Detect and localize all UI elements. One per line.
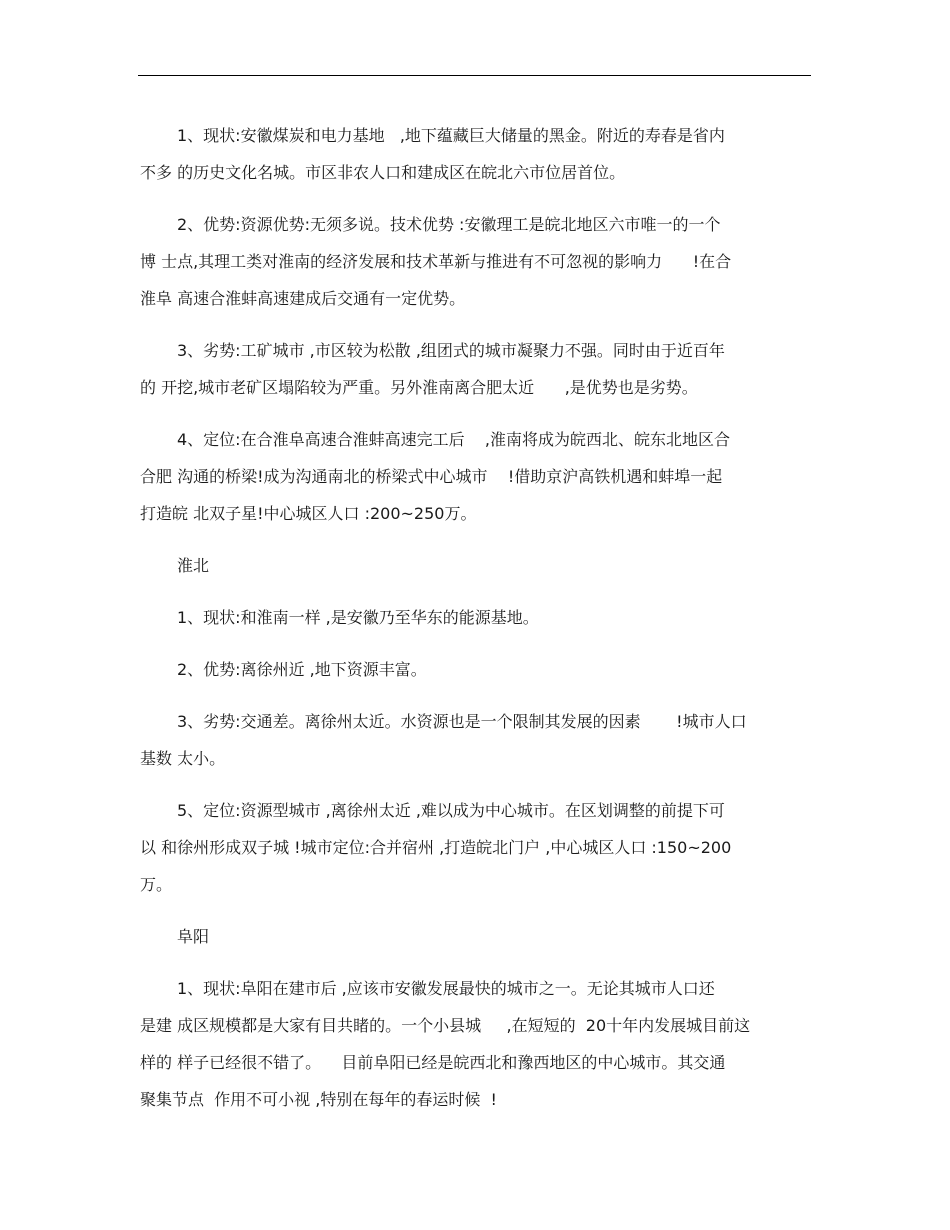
paragraph-line: 淮阜 高速合淮蚌高速建成后交通有一定优势。 xyxy=(140,289,466,308)
paragraph-line: 2、优势:资源优势:无须多说。技术优势 :安徽理工是皖北地区六市唯一的一个 xyxy=(177,215,721,234)
paragraph-line: 博 士点,其理工类对淮南的经济发展和技术革新与推进有不可忽视的影响力 !在合 xyxy=(140,252,732,271)
paragraph-line: 4、定位:在合淮阜高速合淮蚌高速完工后 ,淮南将成为皖西北、皖东北地区合 xyxy=(177,430,731,449)
section-heading: 阜阳 xyxy=(177,927,210,946)
paragraph-line: 5、定位:资源型城市 ,离徐州太近 ,难以成为中心城市。在区划调整的前提下可 xyxy=(177,801,725,820)
paragraph-huainan-status xyxy=(140,124,810,185)
section-heading-huaibei xyxy=(140,554,810,578)
section-heading: 淮北 xyxy=(177,556,210,575)
paragraph-line: 1、现状:和淮南一样 ,是安徽乃至华东的能源基地。 xyxy=(177,608,539,627)
header-rule xyxy=(138,75,811,76)
paragraph-huainan-disadvantage xyxy=(140,339,810,400)
paragraph-line: 样的 样子已经很不错了。 目前阜阳已经是皖西北和豫西地区的中心城市。其交通 xyxy=(140,1053,726,1072)
paragraph-huaibei-disadvantage xyxy=(140,710,810,771)
paragraph-huaibei-positioning xyxy=(140,799,810,897)
paragraph-huainan-advantage xyxy=(140,213,810,311)
paragraph-line: 3、劣势:交通差。离徐州太近。水资源也是一个限制其发展的因素 !城市人口 xyxy=(177,712,747,731)
paragraph-line: 1、现状:安徽煤炭和电力基地 ,地下蕴藏巨大储量的黑金。附近的寿春是省内 xyxy=(177,126,725,145)
paragraph-line: 以 和徐州形成双子城 !城市定位:合并宿州 ,打造皖北门户 ,中心城区人口 :150~200 xyxy=(140,838,732,857)
paragraph-line: 2、优势:离徐州近 ,地下资源丰富。 xyxy=(177,660,427,679)
paragraph-line: 不多 的历史文化名城。市区非农人口和建成区在皖北六市位居首位。 xyxy=(140,163,626,182)
document-body xyxy=(140,124,810,1140)
paragraph-line: 是建 成区规模都是大家有目共睹的。一个小县城 ,在短短的 20十年内发展城目前这 xyxy=(140,1016,751,1035)
paragraph-huaibei-advantage xyxy=(140,658,810,682)
paragraph-line: 3、劣势:工矿城市 ,市区较为松散 ,组团式的城市凝聚力不强。同时由于近百年 xyxy=(177,341,725,360)
paragraph-line: 打造皖 北双子星!中心城区人口 :200~250万。 xyxy=(140,504,477,523)
paragraph-line: 的 开挖,城市老矿区塌陷较为严重。另外淮南离合肥太近 ,是优势也是劣势。 xyxy=(140,378,698,397)
paragraph-fuyang-status xyxy=(140,977,810,1112)
paragraph-line: 聚集节点 作用不可小视 ,特别在每年的春运时候 ! xyxy=(140,1090,497,1109)
paragraph-huainan-positioning xyxy=(140,428,810,526)
paragraph-line: 万。 xyxy=(140,875,173,894)
paragraph-line: 合肥 沟通的桥梁!成为沟通南北的桥梁式中心城市 !借助京沪高铁机遇和蚌埠一起 xyxy=(140,467,723,486)
paragraph-huaibei-status xyxy=(140,606,810,630)
paragraph-line: 基数 太小。 xyxy=(140,749,226,768)
section-heading-fuyang xyxy=(140,925,810,949)
paragraph-line: 1、现状:阜阳在建市后 ,应该市安徽发展最快的城市之一。无论其城市人口还 xyxy=(177,979,715,998)
